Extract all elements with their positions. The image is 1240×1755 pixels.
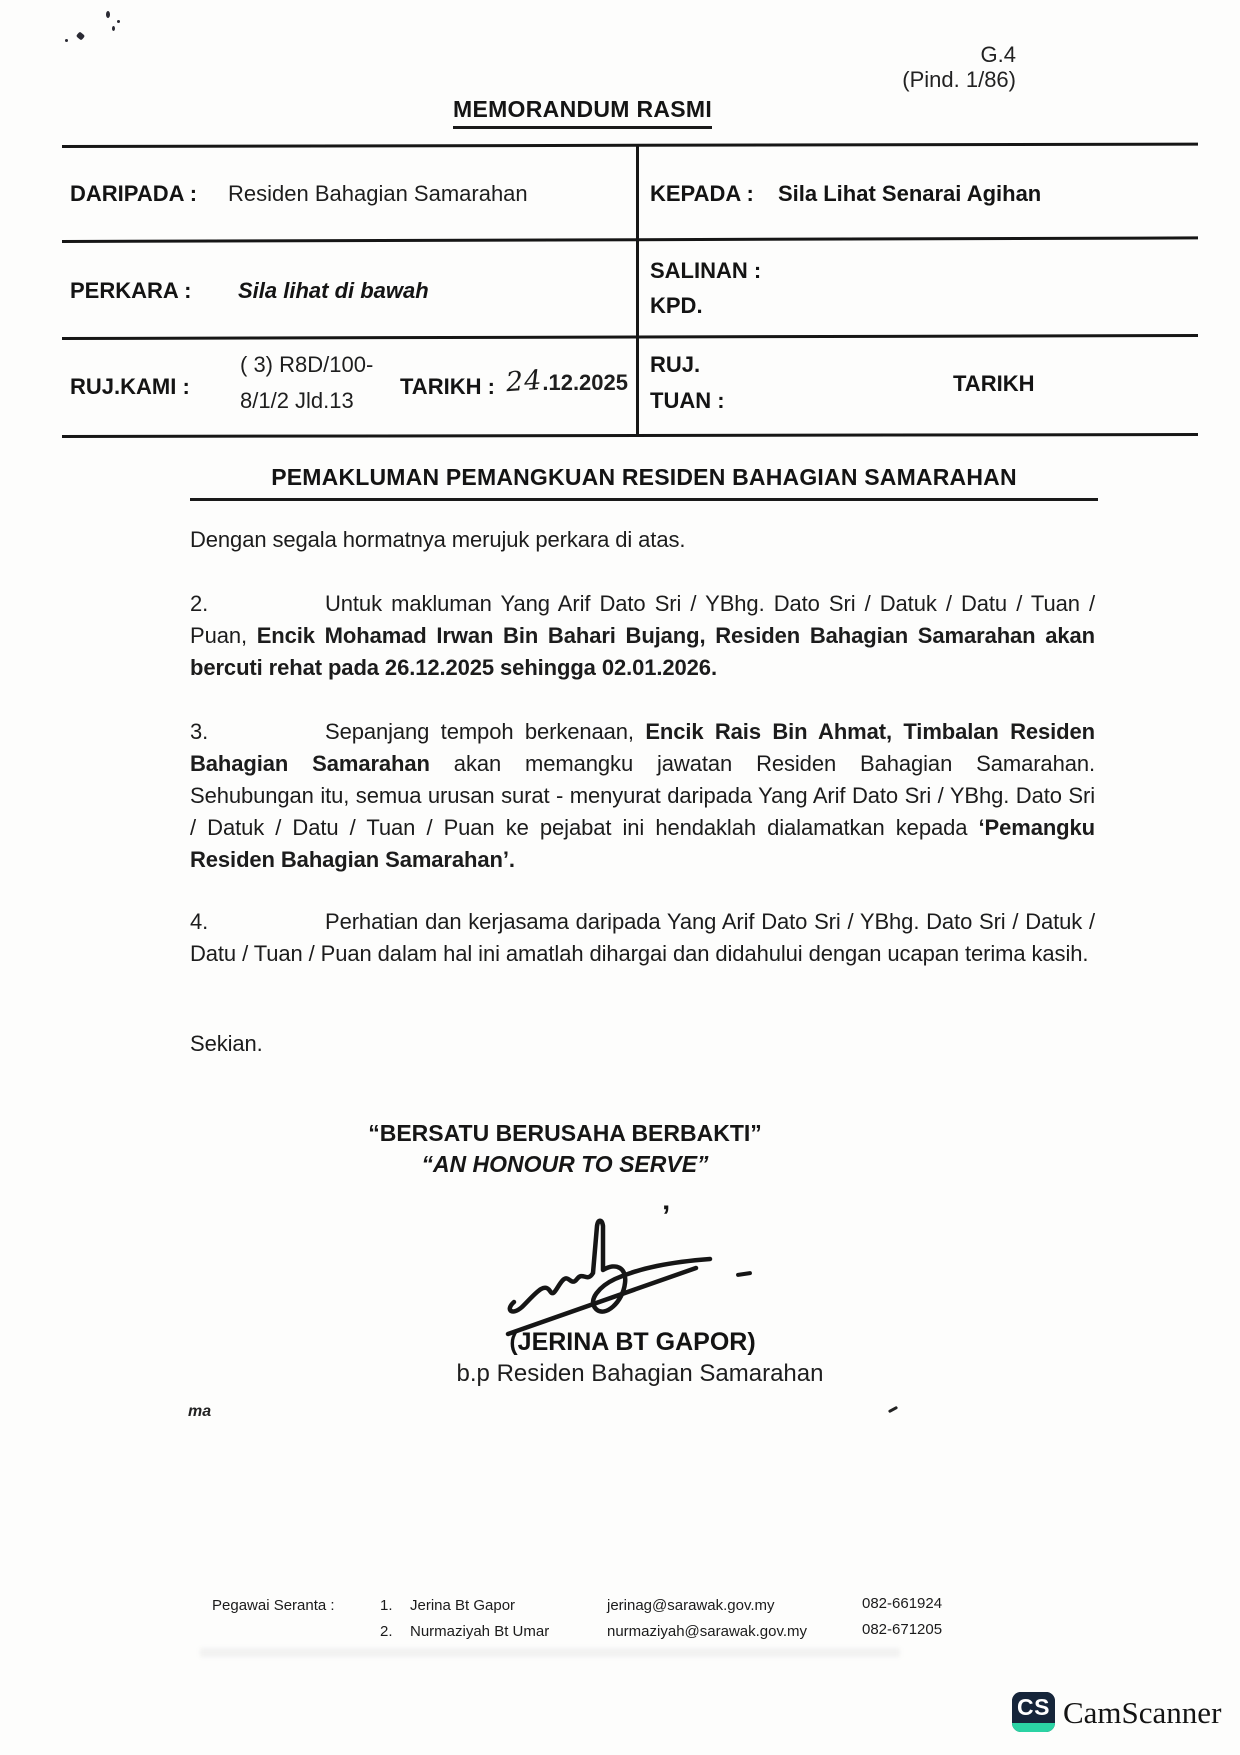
typist-initials: ma	[188, 1403, 212, 1420]
paragraph-3-bold1: Encik Rais Bin Ahmat, Timbalan Residen Bahagian Samarahan	[190, 719, 1095, 776]
paragraph-3-number: 3.	[190, 719, 209, 744]
form-code	[858, 42, 1016, 92]
tarikh-day-handwritten: 24	[504, 364, 544, 399]
paragraph-2-text: Untuk makluman Yang Arif Dato Sri / YBhg. Dato Sri / Datuk / Datu / Tuan / Puan,	[190, 591, 1095, 648]
signatory-on-behalf: b.p Residen Bahagian Samarahan	[456, 1360, 824, 1387]
ruj-kami-ref-line1: ( 3) R8D/100-	[240, 352, 374, 377]
perkara-label: PERKARA :	[70, 278, 192, 303]
form-code-line1: G.4	[980, 42, 1016, 67]
tarikh-label: TARIKH :	[400, 374, 495, 399]
opening-paragraph: Dengan segala hormatnya merujuk perkara di atas.	[190, 527, 686, 552]
camscanner-label: CamScanner	[1063, 1695, 1222, 1730]
perkara-value: Sila lihat di bawah	[238, 278, 429, 303]
ruj-tuan-line2: TUAN :	[650, 388, 725, 413]
contact-row	[380, 1623, 393, 1640]
paragraph-3-bold2: ‘Pemangku Residen Bahagian Samarahan’.	[190, 815, 1095, 872]
pen-mark-apostrophe: ’	[662, 1200, 671, 1233]
contact-1-email: jerinag@sarawak.gov.my	[607, 1597, 775, 1614]
ink-speck	[106, 11, 110, 18]
form-code-line2: (Pind. 1/86)	[902, 67, 1016, 92]
ruj-tuan-line1: RUJ.	[650, 352, 701, 377]
table-border-bottom	[62, 433, 1198, 438]
paragraph-4-number: 4.	[190, 909, 209, 934]
paragraph-2-number: 2.	[190, 591, 209, 616]
kpd-label: KPD.	[650, 293, 703, 318]
paragraph-3	[190, 716, 1095, 876]
contact-2-email: nurmaziyah@sarawak.gov.my	[607, 1623, 808, 1640]
paragraph-3-text1: Sepanjang tempoh berkenaan,	[325, 719, 646, 744]
table-border-top	[62, 143, 1198, 148]
signatory-name: (JERINA BT GAPOR)	[509, 1328, 756, 1356]
paragraph-4	[190, 906, 1095, 970]
salinan-label: SALINAN :	[650, 258, 762, 283]
pegawai-seranta-label: Pegawai Seranta :	[212, 1597, 335, 1614]
motto-line2: “AN HONOUR TO SERVE”	[421, 1151, 709, 1177]
ink-speck	[65, 39, 68, 42]
table-row-divider-1	[62, 236, 1198, 243]
contact-1-phone: 082-661924	[862, 1595, 943, 1612]
contact-2-name: Nurmaziyah Bt Umar	[410, 1623, 550, 1640]
motto-line1: “BERSATU BERUSAHA BERBAKTI”	[368, 1120, 762, 1146]
signature-scribble	[500, 1212, 750, 1337]
paragraph-2	[190, 588, 1095, 684]
paragraph-2-bold: Encik Mohamad Irwan Bin Bahari Bujang, Residen Bahagian Samarahan akan bercuti rehat pada 26.12.2025 sehingga 02.01.2026.	[190, 623, 1095, 680]
camscanner-icon-accent-bar	[1012, 1723, 1055, 1732]
contact-2-phone: 082-671205	[862, 1621, 943, 1638]
kepada-label: KEPADA :	[650, 181, 754, 206]
paragraph-3-text2: akan memangku jawatan Residen Bahagian Samarahan. Sehubungan itu, semua urusan surat - menyurat daripada Yang Arif Dato Sri / YBhg. Dato Sri / Datuk / Datu / Tuan / Puan ke pejabat ini hendaklah dialamatkan kepada	[190, 751, 1095, 840]
tarikh-value	[506, 366, 628, 397]
tarikh-right-label: TARIKH	[953, 371, 1035, 396]
paragraph-4-text: Perhatian dan kerjasama daripada Yang Arif Dato Sri / YBhg. Dato Sri / Datuk / Datu / Tuan / Puan dalam hal ini amatlah dihargai dan didahului dengan ucapan terima kasih.	[190, 909, 1095, 966]
contact-2-number: 2.	[380, 1623, 393, 1640]
pen-mark-tick	[888, 1406, 898, 1413]
ink-speck	[76, 31, 85, 40]
daripada-label: DARIPADA :	[70, 181, 198, 206]
document-title: MEMORANDUM RASMI	[453, 96, 712, 129]
subject-heading: PEMAKLUMAN PEMANGKUAN RESIDEN BAHAGIAN SAMARAHAN	[190, 464, 1098, 501]
closing-word: Sekian.	[190, 1031, 263, 1056]
contact-1-name: Jerina Bt Gapor	[410, 1597, 516, 1614]
contact-1-number: 1.	[380, 1597, 393, 1614]
ruj-kami-ref-line2: 8/1/2 Jld.13	[240, 388, 354, 413]
ink-speck	[112, 26, 115, 31]
ruj-kami-label: RUJ.KAMI :	[70, 374, 190, 399]
table-row-divider-2	[62, 334, 1198, 340]
kepada-value: Sila Lihat Senarai Agihan	[778, 181, 1042, 206]
tarikh-rest: .12.2025	[542, 370, 628, 395]
scan-smudge	[200, 1648, 900, 1657]
daripada-value: Residen Bahagian Samarahan	[228, 181, 528, 206]
camscanner-icon	[1012, 1692, 1055, 1732]
table-column-divider	[636, 146, 639, 436]
camscanner-icon-cs-text: CS	[1012, 1692, 1055, 1723]
ink-speck	[117, 20, 120, 23]
contact-row	[380, 1597, 393, 1614]
